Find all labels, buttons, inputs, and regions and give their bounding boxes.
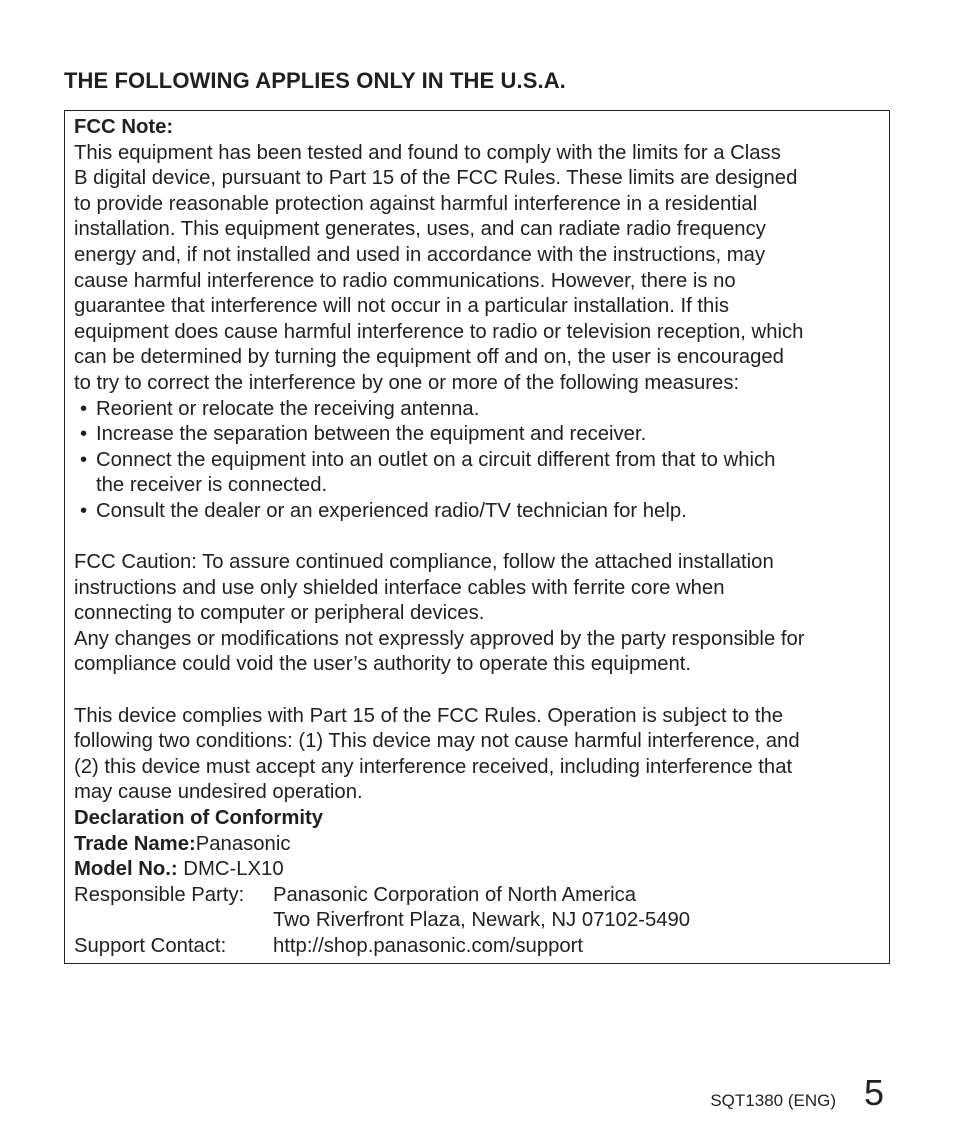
trade-name-row [74,832,881,858]
fcc-note-line: B digital device, pursuant to Part 15 of the FCC Rules. These limits are designed [74,167,798,190]
fcc-note-title: FCC Note: [74,116,174,138]
bullet-icon: • [80,397,88,420]
fcc-note-line: to try to correct the interference by one or more of the following measures: [74,371,740,394]
measure-list-item [74,448,881,474]
fcc-notice-box [64,110,890,964]
declaration-title: Declaration of Conformity [74,807,324,830]
responsible-party-address: Two Riverfront Plaza, Newark, NJ 07102-5490 [273,909,691,932]
fcc-note-line: guarantee that interference will not occur in a particular installation. If this [74,295,729,318]
support-contact-url: http://shop.panasonic.com/support [273,935,584,957]
measure-list-item [74,499,881,525]
fcc-note-line: cause harmful interference to radio communications. However, there is no [74,269,736,292]
document-code: SQT1380 (ENG) [710,1091,836,1110]
measure-text: Increase the separation between the equipment and receiver. [96,423,647,446]
fcc-caution-line: connecting to computer or peripheral devices. [74,602,485,625]
responsible-party-row [74,883,881,909]
model-row [74,857,881,883]
fcc-caution-line: instructions and use only shielded interface cables with ferrite core when [74,576,725,599]
trade-name-label: Trade Name: [74,832,196,855]
fcc-note-line: can be determined by turning the equipment off and on, the user is encouraged [74,346,784,369]
fcc-note-line: equipment does cause harmful interference to radio or television reception, which [74,320,804,343]
responsible-party-label: Responsible Party: [74,883,245,906]
support-contact-row [74,934,881,960]
paragraph-spacer [74,678,881,704]
measure-list-item [74,397,881,423]
fcc-caution-line: compliance could void the user’s authority to operate this equipment. [74,653,692,676]
measure-text: Consult the dealer or an experienced radio/TV technician for help. [96,499,687,522]
compliance-line: may cause undesired operation. [74,781,363,804]
fcc-note-line: This equipment has been tested and found to comply with the limits for a Class [74,141,781,164]
compliance-line: This device complies with Part 15 of the FCC Rules. Operation is subject to the [74,704,784,727]
bullet-icon: • [80,448,88,471]
fcc-note-line: to provide reasonable protection against harmful interference in a residential [74,192,758,215]
page-number: 5 [864,1072,885,1113]
fcc-caution-line: Any changes or modifications not expressly approved by the party responsible for [74,627,805,650]
bullet-icon: • [80,423,88,446]
responsible-party-value: Panasonic Corporation of North America [273,883,636,906]
model-label: Model No.: [74,858,178,881]
measure-text-continuation: the receiver is connected. [96,474,328,497]
trade-name-value: Panasonic [195,832,291,855]
fcc-note-line: installation. This equipment generates, uses, and can radiate radio frequency [74,218,766,241]
measure-text: Connect the equipment into an outlet on a circuit different from that to which [96,448,776,471]
model-value: DMC-LX10 [183,858,284,881]
support-contact-label: Support Contact: [74,935,227,957]
bullet-icon: • [80,499,88,522]
compliance-line: following two conditions: (1) This device may not cause harmful interference, and [74,730,800,753]
fcc-note-line: energy and, if not installed and used in accordance with the instructions, may [74,243,766,266]
paragraph-spacer [74,525,881,551]
page-heading: THE FOLLOWING APPLIES ONLY IN THE U.S.A. [64,68,566,93]
measure-list-item [74,422,881,448]
compliance-line: (2) this device must accept any interference received, including interference that [74,755,793,778]
measure-text: Reorient or relocate the receiving antenna. [96,397,480,420]
fcc-caution-line: FCC Caution: To assure continued compliance, follow the attached installation [74,551,774,574]
